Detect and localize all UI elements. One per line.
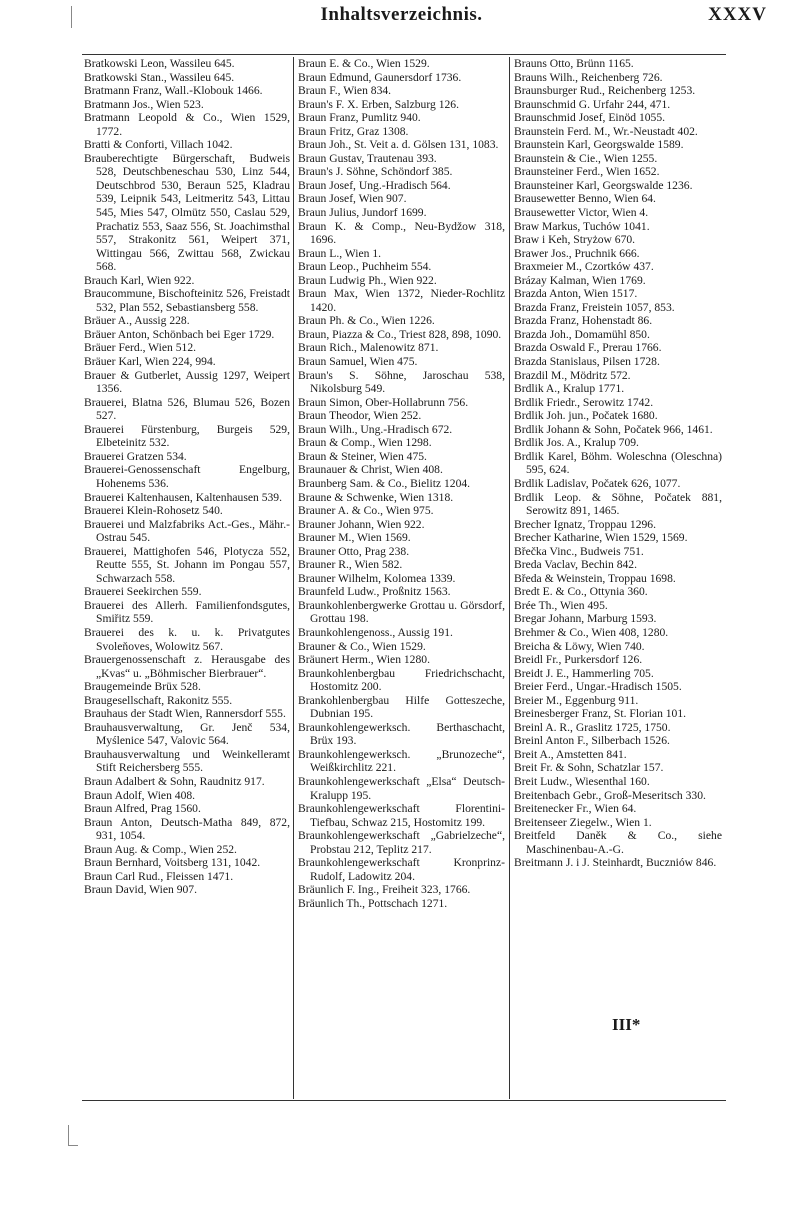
index-entry: Braunstein Karl, Georgswalde 1589. [514,138,684,152]
index-entry: Brazda Joh., Domamühl 850. [514,327,650,341]
index-entry: Brauer & Gutberlet, Aussig 1297, Weipert 1356. [84,368,290,396]
index-entry: Brauerei Kaltenhausen, Kaltenhausen 539. [84,490,282,504]
index-entry: Braun's S. Söhne, Jaroschau 538, Nikolsburg 549. [298,368,505,396]
index-entry: Bräunert Herm., Wien 1280. [298,653,430,667]
index-column-2 [298,57,505,1097]
index-entry: Breier M., Eggenburg 911. [514,693,639,707]
index-column-1 [84,57,290,1097]
index-entry: Břečka Vinc., Budweis 751. [514,544,644,558]
index-entry: Breidt J. E., Hammerling 705. [514,666,654,680]
index-entry: Braunstein Ferd. M., Wr.-Neustadt 402. [514,124,698,138]
index-entry: Breitenecker Fr., Wien 64. [514,802,637,816]
index-entry: Braun Joh., St. Veit a. d. Gölsen 131, 1083. [298,138,499,152]
index-column-3 [514,57,722,1097]
column-divider [509,57,510,1099]
index-entry: Brdlik Johann & Sohn, Počatek 966, 1461. [514,422,713,436]
index-entry: Brazda Oswald F., Prerau 1766. [514,341,662,355]
index-entry: Brauerei des k. u. k. Privatgutes Svoleňoves, Wolowitz 567. [84,625,290,653]
index-entry: Brauergenossenschaft z. Herausgabe des „Kvas“ u. „Böhmischer Bierbrauer“. [84,653,290,680]
index-entry: Bräuer Ferd., Wien 512. [84,341,197,355]
index-entry: Brdlik Jos. A., Kralup 709. [514,436,639,450]
index-entry: Brauner Johann, Wien 922. [298,517,425,531]
index-entry: Braunschmid Josef, Einöd 1055. [514,111,666,125]
index-entry: Brehmer & Co., Wien 408, 1280. [514,625,669,639]
index-entry: Brdlik Karel, Böhm. Woleschna (Oleschna) 595, 624. [514,449,722,477]
index-entry: Braun Julius, Jundorf 1699. [298,206,427,220]
index-entry: Brauch Karl, Wien 922. [84,273,195,287]
index-entry: Braunfeld Ludw., Proßnitz 1563. [298,585,451,599]
index-entry: Brauner R., Wien 582. [298,558,403,572]
index-entry: Brauerei Klein-Rohosetz 540. [84,504,223,518]
index-entry: Breicha & Löwy, Wien 740. [514,639,645,653]
index-entry: Brdlik Ladislav, Počatek 626, 1077. [514,476,681,490]
index-entry: Brauerei, Mattighofen 546, Plotycza 552, Reutte 555, St. Johann im Pongau 557, Schwarzach 558. [84,544,290,585]
index-entry: Braun Fritz, Graz 1308. [298,124,409,138]
page-title: Inhaltsverzeichnis. [320,4,483,25]
index-entry: Braun Adolf, Wien 408. [84,788,196,802]
index-entry: Brankohlenbergbau Hilfe Gotteszeche, Dubnian 195. [298,693,505,721]
index-entry: Braun Josef, Ung.-Hradisch 564. [298,178,451,192]
index-entry: Braun Gustav, Trautenau 393. [298,151,437,165]
index-entry: Brauhaus der Stadt Wien, Rannersdorf 555. [84,707,286,721]
index-entry: Braunsteiner Karl, Georgswalde 1236. [514,178,693,192]
index-entry: Brecher Katharine, Wien 1529, 1569. [514,531,688,545]
index-entry: Braun Ludwig Ph., Wien 922. [298,273,437,287]
index-entry: Brecher Ignatz, Troppau 1296. [514,517,656,531]
index-entry: Braunkohlengewerkschaft Kronprinz-Rudolf, Ladowitz 204. [298,856,505,883]
index-entry: Braun & Steiner, Wien 475. [298,449,427,463]
index-entry: Brawer Jos., Pruchnik 666. [514,246,640,260]
header-rule [82,54,726,55]
index-entry: Braun & Comp., Wien 1298. [298,436,432,450]
column-divider [293,57,294,1099]
index-entry: Braw i Keh, Stryżow 670. [514,233,636,247]
index-entry: Breit Fr. & Sohn, Schatzlar 157. [514,761,664,775]
index-entry: Braun Carl Rud., Fleissen 1471. [84,869,234,883]
index-entry: Brázay Kalman, Wien 1769. [514,273,646,287]
index-entry: Braun David, Wien 907. [84,883,197,897]
footer-rule [82,1100,726,1101]
index-entry: Bratkowski Stan., Wassileu 645. [84,70,235,84]
index-entry: Braunschmid G. Urfahr 244, 471. [514,97,671,111]
index-entry: Braun K. & Comp., Neu-Bydžow 318, 1696. [298,219,505,247]
index-entry: Brauner M., Wien 1569. [298,531,411,545]
index-entry: Braun L., Wien 1. [298,246,382,260]
index-entry: Braun Ph. & Co., Wien 1226. [298,314,435,328]
index-entry: Brazda Stanislaus, Pilsen 1728. [514,355,660,369]
index-entry: Braunkohlengewerkschaft „Elsa“ Deutsch-Kralupp 195. [298,774,505,802]
index-entry: Bräunlich Th., Pottschach 1271. [298,896,448,910]
index-entry: Brauhausverwaltung, Gr. Jenč 534, Myślenice 547, Valovic 564. [84,720,290,748]
index-entry: Braun Samuel, Wien 475. [298,355,418,369]
index-entry: Breinl Anton F., Silberbach 1526. [514,734,670,748]
index-entry: Brauns Otto, Brünn 1165. [514,57,634,70]
index-entry: Brauerei-Genossenschaft Engelburg, Hohenems 536. [84,463,290,490]
index-entry: Braugesellschaft, Rakonitz 555. [84,693,233,707]
index-entry: Bräunlich F. Ing., Freiheit 323, 1766. [298,883,471,897]
index-entry: Brauerei des Allerh. Familienfondsgutes, Smiřitz 559. [84,598,290,626]
index-entry: Bratti & Conforti, Villach 1042. [84,138,233,152]
index-entry: Braw Markus, Tuchów 1041. [514,219,650,233]
index-entry: Braunberg Sam. & Co., Bielitz 1204. [298,476,471,490]
index-entry: Breitenseer Ziegelw., Wien 1. [514,815,652,829]
index-entry: Braun, Piazza & Co., Triest 828, 898, 1090. [298,327,502,341]
index-entry: Brdlik A., Kralup 1771. [514,382,625,396]
index-entry: Brauerei und Malzfabriks Act.-Ges., Mähr.-Ostrau 545. [84,517,290,545]
index-entry: Braunkohlenbergbau Friedrichschacht, Hostomitz 200. [298,666,505,694]
index-entry: Bredt E. & Co., Ottynia 360. [514,585,648,599]
index-entry: Breitfeld Daněk & Co., siehe Maschinenbau-A.-G. [514,829,722,856]
index-entry: Brauhausverwaltung und Weinkelleramt Stift Reichersberg 555. [84,747,290,775]
index-entry: Breidl Fr., Purkersdorf 126. [514,653,643,667]
index-entry: Breit A., Amstetten 841. [514,747,627,761]
index-entry: Braunkohlengewerkschaft „Gabrielzeche“, Probstau 212, Teplitz 217. [298,829,505,856]
index-entry: Braun Aug. & Comp., Wien 252. [84,842,237,856]
index-entry: Brauner Otto, Prag 238. [298,544,410,558]
index-entry: Brazda Anton, Wien 1517. [514,287,638,301]
index-entry: Bratkowski Leon, Wassileu 645. [84,57,235,70]
index-entry: Bratmann Franz, Wall.-Klobouk 1466. [84,84,263,98]
index-entry: Breitmann J. i J. Steinhardt, Buczniów 846. [514,856,717,870]
index-entry: Braun Bernhard, Voitsberg 131, 1042. [84,856,261,870]
index-entry: Brauns Wilh., Reichenberg 726. [514,70,663,84]
index-entry: Brauerei Seekirchen 559. [84,585,202,599]
index-entry: Brauner Wilhelm, Kolomea 1339. [298,571,456,585]
index-entry: Braunkohlengewerksch. Berthaschacht, Brüx 193. [298,720,505,748]
index-entry: Braunkohlengenoss., Aussig 191. [298,625,453,639]
index-entry: Breinl A. R., Graslitz 1725, 1750. [514,720,671,734]
index-entry: Braugemeinde Brüx 528. [84,680,201,694]
index-entry: Brauner A. & Co., Wien 975. [298,504,434,518]
index-entry: Brausewetter Victor, Wien 4. [514,206,649,220]
index-entry: Bratmann Leopold & Co., Wien 1529, 1772. [84,111,290,138]
index-entry: Braun Edmund, Gaunersdorf 1736. [298,70,462,84]
index-entry: Brdlik Joh. jun., Počatek 1680. [514,409,658,423]
index-entry: Braun Rich., Malenowitz 871. [298,341,439,355]
index-entry: Braun Josef, Wien 907. [298,192,407,206]
index-entry: Braune & Schwenke, Wien 1318. [298,490,454,504]
index-entry: Breda Vaclav, Bechin 842. [514,558,637,572]
index-entry: Braun Simon, Ober-Hollabrunn 756. [298,395,469,409]
index-entry: Bředa & Weinstein, Troppau 1698. [514,571,676,585]
index-entry: Braun's F. X. Erben, Salzburg 126. [298,97,459,111]
index-entry: Brauner & Co., Wien 1529. [298,639,426,653]
index-entry: Breitenbach Gebr., Groß-Meseritsch 330. [514,788,706,802]
index-entry: Braunkohlengewerkschaft Florentini-Tiefbau, Schwaz 215, Hostomitz 199. [298,802,505,829]
index-entry: Braunkohlenbergwerke Grottau u. Görsdorf, Grottau 198. [298,598,505,626]
index-entry: Braunstein & Cie., Wien 1255. [514,151,658,165]
index-entry: Brdlik Friedr., Serowitz 1742. [514,395,654,409]
index-entry: Braun Theodor, Wien 252. [298,409,422,423]
margin-mark [68,1125,69,1145]
index-entry: Brazda Franz, Freistein 1057, 853. [514,300,675,314]
page-number: XXXV [708,4,767,25]
index-entry: Braun E. & Co., Wien 1529. [298,57,430,70]
index-entry: Bregar Johann, Marburg 1593. [514,612,657,626]
index-entry: Braun Anton, Deutsch-Matha 849, 872, 931, 1054. [84,815,290,843]
margin-mark [68,1145,78,1146]
signature-mark: III* [612,1015,641,1034]
index-entry: Bräuer Anton, Schönbach bei Eger 1729. [84,327,275,341]
index-entry: Braunsteiner Ferd., Wien 1652. [514,165,660,179]
index-entry: Braunkohlengewerksch. „Brunozeche“, Weißkirchlitz 221. [298,747,505,775]
index-entry: Brauerei Gratzen 534. [84,449,187,463]
index-entry: Braucommune, Bischofteinitz 526, Freistadt 532, Plan 552, Sebastiansberg 558. [84,287,290,314]
index-entry: Brauerei, Blatna 526, Blumau 526, Bozen 527. [84,395,290,423]
index-entry: Braun's J. Söhne, Schöndorf 385. [298,165,453,179]
index-entry: Breier Ferd., Ungar.-Hradisch 1505. [514,680,682,694]
index-entry: Bräuer Karl, Wien 224, 994. [84,355,216,369]
index-entry: Braunsburger Rud., Reichenberg 1253. [514,84,696,98]
index-entry: Braun Franz, Pumlitz 940. [298,111,421,125]
index-entry: Brazdil M., Mödritz 572. [514,368,631,382]
index-entry: Bräuer A., Aussig 228. [84,314,190,328]
index-entry: Brauerei Fürstenburg, Burgeis 529, Elbeteinitz 532. [84,422,290,450]
index-entry: Braun Alfred, Prag 1560. [84,802,201,816]
index-entry: Braunauer & Christ, Wien 408. [298,463,443,477]
index-entry: Brée Th., Wien 495. [514,598,608,612]
index-entry: Braun Leop., Puchheim 554. [298,260,432,274]
index-entry: Braun Adalbert & Sohn, Raudnitz 917. [84,774,265,788]
index-entry: Braxmeier M., Czortków 437. [514,260,654,274]
index-entry: Breinesberger Franz, St. Florian 101. [514,707,687,721]
index-entry: Bratmann Jos., Wien 523. [84,97,204,111]
index-entry: Breit Ludw., Wiesenthal 160. [514,774,650,788]
index-entry: Braun Wilh., Ung.-Hradisch 672. [298,422,453,436]
index-entry: Braun F., Wien 834. [298,84,392,98]
index-entry: Brazda Franz, Hohenstadt 86. [514,314,653,328]
margin-mark [71,6,72,28]
index-entry: Brauberechtigte Bürgerschaft, Budweis 528, Deutschbeneschau 530, Linz 544, Deutschbrod 530, Beraun 525, Kladrau 539, Leipnik 543, Leitmeritz 543, Littau 545, Mies 547, Olmütz 550, Caslau 529, Prachatiz 553, Saaz 556, St. Joachimsthal 557, Strakonitz 561, Weipert 371, Wittingau 566, Zwittau 568, Zwickau 568. [84,151,290,274]
index-entry: Brausewetter Benno, Wien 64. [514,192,656,206]
index-entry: Braun Max, Wien 1372, Nieder-Rochlitz 1420. [298,287,505,314]
index-entry: Brdlik Leop. & Söhne, Počatek 881, Serowitz 891, 1465. [514,490,722,518]
